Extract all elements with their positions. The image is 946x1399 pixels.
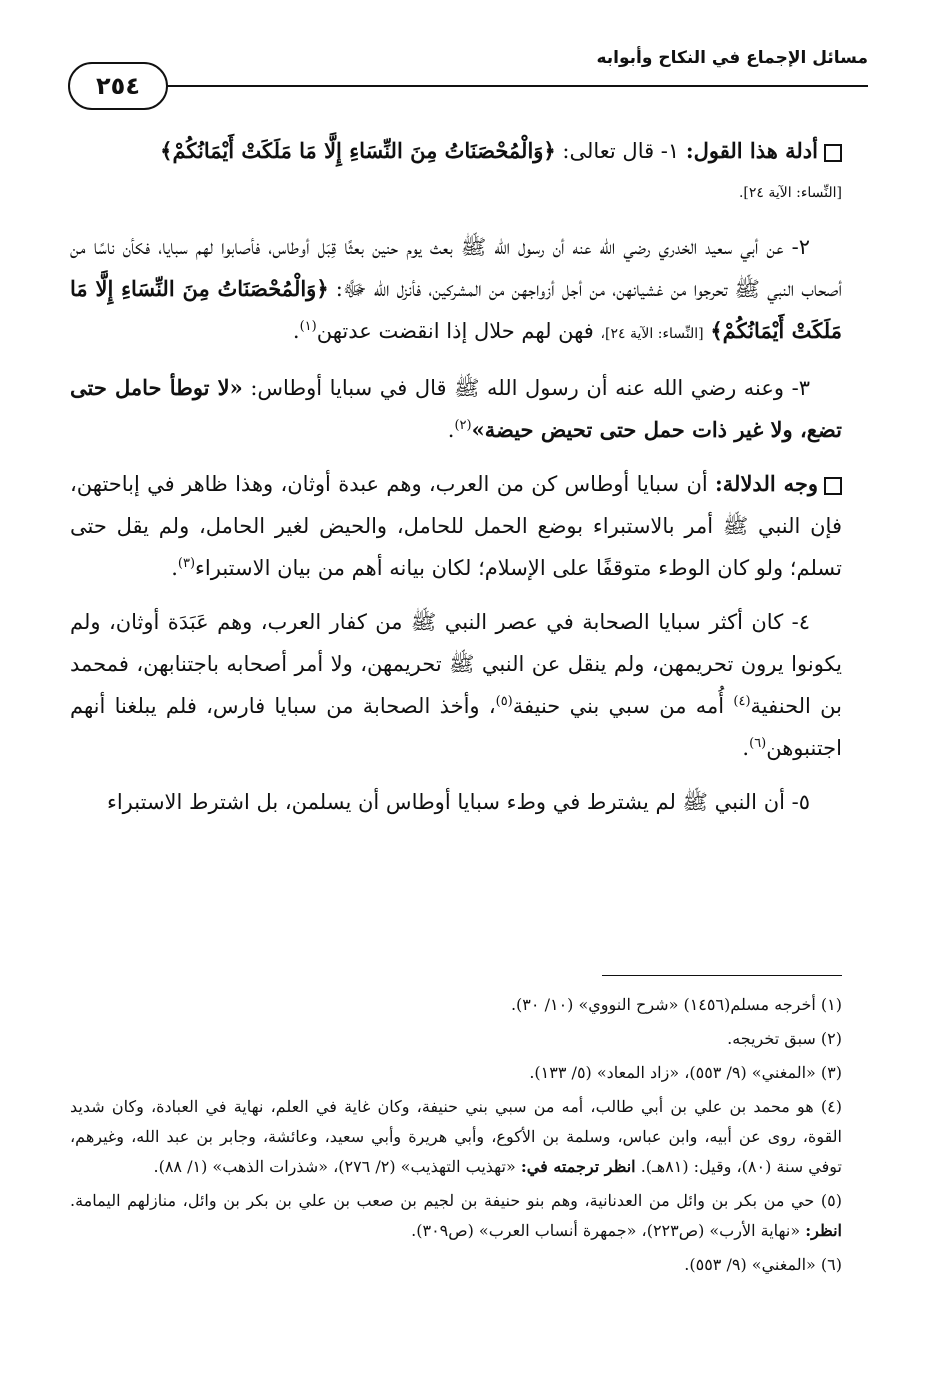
paragraph-hadith-abu-said: ٢- عن أبي سعيد الخدري رضي الله عنه أن رسول الله ﷺ بعث يوم حنين بعثًا قِبَل أوطاس، فأصابوا لهم سبايا، فكأن ناسًا من أصحاب النبي ﷺ تحرجوا من غشيانهن، من أجل أزواجهن من المشركين، فأنزل الله ﷻ: ﴿وَالْمُحْصَنَاتُ مِنَ النِّسَاءِ إِلَّا مَا مَلَكَتْ أَيْمَانُكُمْ﴾ [النِّساء: الآية ٢٤]، فهن لهم حلال إذا انقضت عدتهن$^{(١)}$. [70, 235, 843, 343]
paragraph-istibra [70, 781, 842, 823]
paragraph-text: ٥- أن النبي ﷺ لم يشترط في وطء سبايا أوطاس أن يسلمن، بل اشترط الاستبراء [106, 790, 810, 814]
paragraph-point-of-evidence: وجه الدلالة: أن سبايا أوطاس كن من العرب، وهم عبدة أوثان، وهذا ظاهر في إباحتهن، فإن النبي ﷺ أمر بالاستبراء بوضع الحمل للحامل، والحيض لغير الحامل، ولم يقل حتى تسلم؛ ولو كان الوطء متوقفًا على الإسلام؛ لكان بيانه أهم من بيان الاستبراء$^{(٣)}$. [70, 471, 842, 580]
footnote-2: (٢) سبق تخريجه. [727, 1029, 842, 1048]
verse-reference: [النِّساء: الآية ٢٤]، [600, 326, 704, 342]
paragraph-text: ٢- عن أبي سعيد الخدري رضي الله عنه أن رسول الله ﷺ بعث يوم حنين بعثًا قِبَل أوطاس، فأصابوا لهم سبايا، فكأن ناسًا من أصحاب النبي ﷺ تحرجوا من غشيانهن، من أجل أزواجهن من المشركين، فأنزل الله ﷻ: [70, 235, 843, 301]
header-title: مسائل الإجماع في النكاح وأبوابه [596, 48, 868, 68]
footnotes [70, 990, 842, 1284]
hadith-quote: «لا توطأ حامل حتى تضع، ولا غير ذات حمل حتى تحيض حيضة» [70, 375, 842, 442]
verse-reference: [النِّساء: الآية ٢٤]. [738, 185, 842, 201]
paragraph-text: فهن لهم حلال إذا انقضت عدتهن [316, 319, 601, 343]
paragraph-text: ٤- كان أكثر سبايا الصحابة في عصر النبي ﷺ من كفار العرب، وهم عَبَدَة أوثان، ولم يكونوا يرون تحريمهن، ولم ينقل عن النبي ﷺ تحريمهن، ولا أمر أصحابه باجتنابهن، فمحمد بن الحنفية [70, 610, 842, 718]
footnote-3: (٣) «المغني» (٩/ ٥٥٣)، «زاد المعاد» (٥/ ١٣٣). [529, 1063, 842, 1082]
paragraph-text: ٣- وعنه رضي الله عنه أن رسول الله ﷺ قال في سبايا أوطاس: [242, 376, 810, 400]
square-bullet-icon [824, 477, 842, 495]
paragraph-companions-captives: ٤- كان أكثر سبايا الصحابة في عصر النبي ﷺ من كفار العرب، وهم عَبَدَة أوثان، ولم يكونوا يرون تحريمهن، ولم ينقل عن النبي ﷺ تحريمهن، ولا أمر أصحابه باجتنابهن، فمحمد بن الحنفية$^{(٤)}$ أُمه من سبي بني حنيفة$^{(٥)}$، وأخذ الصحابة من سبايا فارس، فلم يبلغنا أنهم اجتنبوهن$^{(٦)}$. [70, 610, 842, 760]
footnote-5: (٥) حي من بكر بن وائل من العدنانية، وهم بنو حنيفة بن لجيم بن صعب بن علي بن بكر بن وائل، منازلهم اليمامة. انظر: «نهاية الأرب» (ص٢٢٣)، «جمهرة أنساب العرب» (ص٣٠٩). [70, 1191, 842, 1240]
footnote-marker: (٦) [749, 736, 767, 751]
paragraph-text: أُمه من سبي بني حنيفة [512, 694, 734, 718]
footnote-1: (١) أخرجه مسلم(١٤٥٦) «شرح النووي» (١٠/ ٣٠). [510, 995, 842, 1014]
footnote-marker: (٢) [454, 418, 472, 433]
paragraph-evidence-quran [70, 130, 842, 214]
footnote-marker: (٥) [495, 694, 513, 709]
header-rule [128, 85, 868, 87]
footnote-6: (٦) «المغني» (٩/ ٥٥٣). [684, 1255, 842, 1274]
footnote-4: (٤) هو محمد بن علي بن أبي طالب، أمه من سبي بني حنيفة، وكان غاية في العلم، نهاية في العبادة، وكان شديد القوة، روى عن أبيه، وابن عباس، وسلمة بن الأكوع، وأبي هريرة وأبي سعيد، وعائشة، وجابر بن عبد الله، وغيرهم، توفي سنة (٨٠)، وقيل: (٨١هـ). انظر ترجمته في: «تهذيب التهذيب» (٢/ ٢٧٦)، «شذرات الذهب» (١/ ٨٨). [70, 1097, 842, 1176]
page-number-badge: ٢٥٤ [68, 62, 168, 110]
running-header [68, 40, 868, 110]
paragraph-hadith-awtas: ٣- وعنه رضي الله عنه أن رسول الله ﷺ قال في سبايا أوطاس: «لا توطأ حامل حتى تضع، ولا غير ذات حمل حتى تحيض حيضة»$^{(٢)}$. [70, 375, 842, 442]
quran-verse: ﴿وَالْمُحْصَنَاتُ مِنَ النِّسَاءِ إِلَّا مَا مَلَكَتْ أَيْمَانُكُمْ﴾ [160, 138, 556, 163]
section-heading-evidence: أدلة هذا القول: [685, 138, 818, 163]
footnote-marker: (١) [299, 319, 317, 334]
paragraph-text: أن سبايا أوطاس كن من العرب، وهم عبدة أوثان، وهذا ظاهر في إباحتهن، فإن النبي ﷺ أمر بالاستبراء بوضع الحمل للحامل، والحيض لغير الحامل، ولم يقل حتى تسلم؛ ولو كان الوطء متوقفًا على الإسلام؛ لكان بيانه أهم من بيان الاستبراء [70, 472, 842, 580]
footnote-marker: (٤) [733, 694, 751, 709]
quran-verse: ﴿وَالْمُحْصَنَاتُ مِنَ النِّسَاءِ إِلَّا مَا مَلَكَتْ أَيْمَانُكُمْ﴾ [70, 276, 842, 343]
main-text [70, 130, 842, 835]
footnote-marker: (٣) [177, 556, 196, 571]
section-heading-point: وجه الدلالة: [715, 471, 818, 496]
footnote-separator [602, 975, 842, 976]
square-bullet-icon [824, 144, 842, 162]
paragraph-text: ، وأخذ الصحابة من سبايا فارس، فلم يبلغنا أنهم اجتنبوهن [70, 694, 842, 760]
paragraph-text: ١- قال تعالى: [555, 139, 680, 163]
